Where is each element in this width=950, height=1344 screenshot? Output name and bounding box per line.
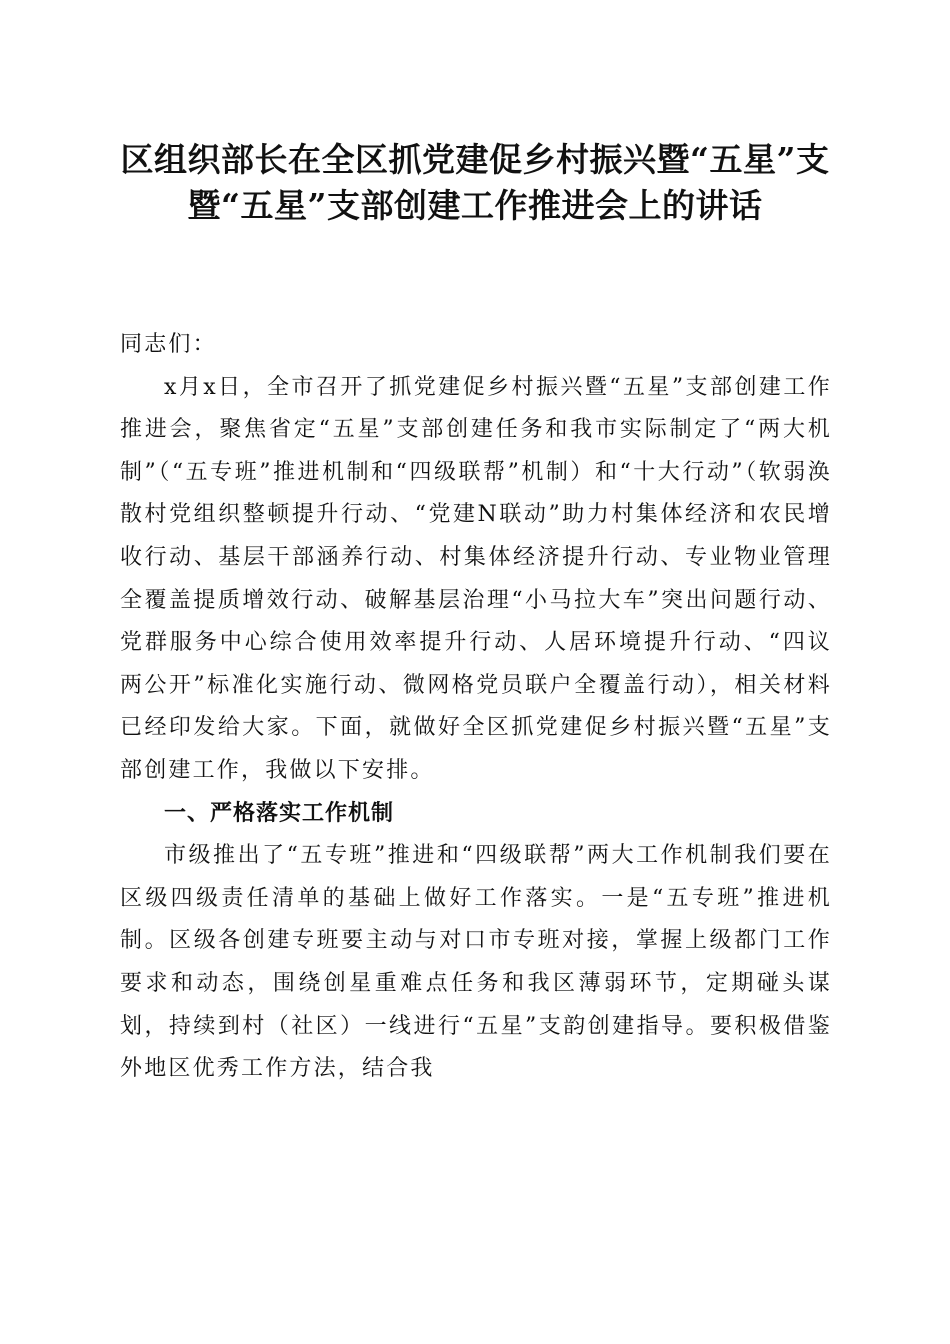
paragraph-mechanism: 市级推出了“五专班”推进和“四级联帮”两大工作机制我们要在区级四级责任清单的基础上做好工作落实。一是“五专班”推进机制。区级各创建专班要主动与对口市专班对接，掌握上级都门工作要求和动态，围绕创星重难点任务和我区薄弱环节，定期碰头谋划，持续到村（社区）一线进行“五星”支韵创建指导。要积极借鉴外地区优秀工作方法，结合我: [120, 843, 832, 1082]
document-body: [120, 324, 832, 1091]
paragraph-intro: x月x日，全市召开了抓党建促乡村振兴暨“五星”支部创建工作推进会，聚焦省定“五星”支部创建任务和我市实际制定了“两大机制”（“五专班”推进机制和“四级联帮”机制）和“十大行动”（软弱涣散村党组织整顿提升行动、“党建N联动”助力村集体经济和农民增收行动、基层干部涵养行动、村集体经济提升行动、专业物业管理全覆盖提质增效行动、破解基层治理“小马拉大车”突出问题行动、党群服务中心综合使用效率提升行动、人居环境提升行动、“四议两公开”标准化实施行动、微网格党员联户全覆盖行动），相关材料已经印发给大家。下面，就做好全区抓党建促乡村振兴暨“五星”支部创建工作，我做以下安排。: [120, 374, 832, 783]
section-heading: 一、严格落实工作机制: [164, 800, 395, 826]
salutation: 同志们：: [120, 332, 217, 357]
document-title: 区组织部长在全区抓党建促乡村振兴暨“五星”支暨“五星”支部创建工作推进会上的讲话: [120, 140, 830, 225]
